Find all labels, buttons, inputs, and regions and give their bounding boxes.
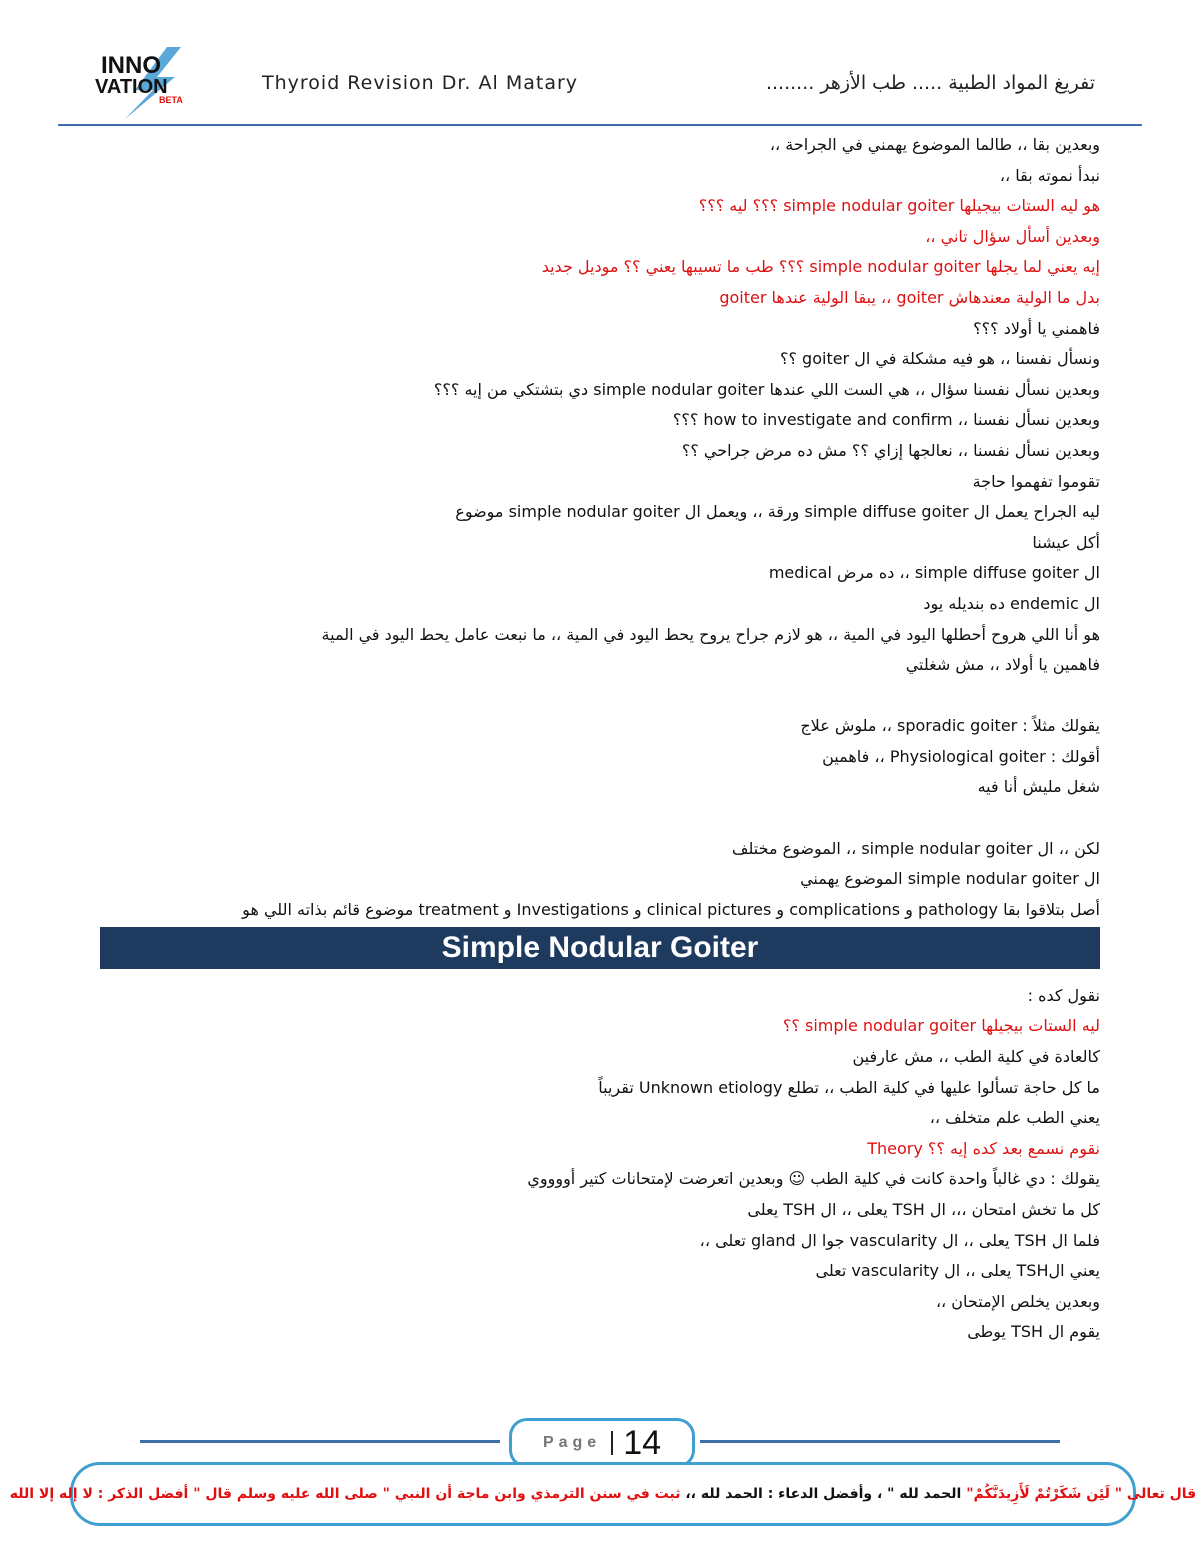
text-line: شغل مليش أنا فيه xyxy=(977,777,1100,797)
text-line: تقوموا تفهموا حاجة xyxy=(972,471,1100,491)
section-banner xyxy=(100,927,1100,969)
text-line xyxy=(100,803,1100,834)
quote-hamd: الحمد لله " ، وأفضل الدعاء : الحمد لله xyxy=(700,1486,962,1502)
text-line: هو أنا اللي هروح أحطلها اليود في المية ،، هو لازم جراح يروح يحط اليود في المية ،، ما نبعت عامل يحط اليود في المية xyxy=(321,624,1100,644)
innovation-logo xyxy=(95,45,205,120)
text-line: كل ما تخش امتحان ،،، ال TSH يعلى ،، ال TSH يعلى xyxy=(747,1200,1100,1219)
text-line: فاهمين يا أولاد ،، مش شغلتي xyxy=(905,655,1100,675)
logo-line2: VATION xyxy=(95,76,168,98)
text-line: يعني الTSH يعلى ،، ال vascularity تعلى xyxy=(815,1261,1100,1281)
text-line: أصل بتلاقوا بقا pathology و complications و clinical pictures و Investigations و treatment موضوع قائم بذاته اللي هو xyxy=(242,899,1100,919)
section-title: Simple Nodular Goiter xyxy=(441,930,759,964)
text-line: فاهمني يا أولاد ؟؟؟ xyxy=(973,318,1100,338)
text-line: وبعدين نسأل نفسنا ،، نعالجها إزاي ؟؟ مش ده مرض جراحي ؟؟ xyxy=(681,440,1100,460)
text-line: يقولك مثلاً : sporadic goiter ،، ملوش علاج xyxy=(800,716,1100,736)
text-line: ليه الستات بيجيلها simple nodular goiter ؟؟ xyxy=(782,1016,1100,1036)
text-line: ونسأل نفسنا ،، هو فيه مشكلة في ال goiter ؟؟ xyxy=(779,349,1100,369)
page-separator xyxy=(611,1431,613,1455)
page-number-tab xyxy=(509,1418,695,1468)
footer-rule-left xyxy=(140,1440,500,1443)
header-divider xyxy=(58,124,1142,126)
text-line: ليه الجراح يعمل ال simple diffuse goiter ورقة ،، ويعمل ال simple nodular goiter موضوع xyxy=(455,502,1100,522)
text-line: وبعدين بقا ،، طالما الموضوع يهمني في الجراحة ،، xyxy=(769,135,1100,154)
text-line: ما كل حاجة تسألوا عليها في كلية الطب ،، تطلع Unknown etiology تقريباً xyxy=(598,1077,1100,1097)
text-line: ال simple nodular goiter الموضوع يهمني xyxy=(800,869,1100,889)
paragraph-block-1 xyxy=(100,130,1100,925)
text-line: أقولك : Physiological goiter ،، فاهمين xyxy=(822,746,1100,766)
logo-lightning-icon xyxy=(95,45,205,120)
document-body xyxy=(100,130,1100,1348)
text-line: نقوم نسمع بعد كده إيه ؟؟ Theory xyxy=(867,1138,1100,1158)
text-line: لكن ،، ال simple nodular goiter ،، الموضوع مختلف xyxy=(731,838,1100,858)
text-line: نبدأ نموته بقا ،، xyxy=(999,165,1100,185)
text-line: يقولك : دي غالباً واحدة كانت في كلية الطب ☺ وبعدين اتعرضت لإمتحانات كتير أووووي xyxy=(527,1169,1100,1189)
text-line: نقول كده : xyxy=(1027,985,1100,1005)
quote-hadith: ثبت في سنن الترمذي وابن ماجة أن النبي " صلى الله عليه وسلم قال " أفضل الذكر : لا إله إلا الله xyxy=(9,1486,681,1502)
text-line: وبعدين أسأل سؤال تاني ،، xyxy=(925,226,1100,246)
logo-badge: BETA xyxy=(159,95,183,105)
text-line: كالعادة في كلية الطب ،، مش عارفين xyxy=(852,1047,1100,1067)
text-line xyxy=(100,681,1100,712)
text-line: بدل ما الولية معندهاش goiter ،، يبقا الولية عندها goiter xyxy=(719,287,1100,307)
page-number: 14 xyxy=(623,1423,662,1462)
footer-quote: قال تعالى " لَئِن شَكَرْتُمْ لَأَزِيدَنَّكُمْ" الحمد لله " ، وأفضل الدعاء : الحمد لله ،، ثبت في سنن الترمذي وابن ماجة أن النبي " صلى الله عليه وسلم قال " أفضل الذكر : لا إله إلا الله xyxy=(70,1462,1136,1526)
text-line: يقوم ال TSH يوطى xyxy=(967,1322,1100,1342)
text-line: وبعدين نسأل نفسنا سؤال ،، هي الست اللي عندها simple nodular goiter دي بتشتكي من إيه ؟؟؟ xyxy=(433,379,1100,399)
text-line: وبعدين يخلص الإمتحان ،، xyxy=(935,1291,1100,1311)
text-line: فلما ال TSH يعلى ،، ال vascularity جوا ال gland تعلى ،، xyxy=(699,1230,1100,1250)
footer-rule-right xyxy=(700,1440,1060,1443)
document-title: Thyroid Revision Dr. Al Matary xyxy=(262,72,579,94)
text-line: إيه يعني لما يجلها simple nodular goiter ؟؟؟ طب ما تسيبها يعني ؟؟ موديل جديد xyxy=(541,257,1100,277)
logo-line1: INNO xyxy=(101,52,161,79)
text-line: ال simple diffuse goiter ،، ده مرض medical xyxy=(768,563,1100,583)
text-line: هو ليه الستات بيجيلها simple nodular goiter ؟؟؟ ليه ؟؟؟ xyxy=(698,196,1100,216)
page-word: Page xyxy=(542,1434,602,1451)
text-line: يعني الطب علم متخلف ،، xyxy=(929,1108,1100,1128)
text-line: أكل عيشنا xyxy=(1032,532,1100,552)
text-line: ال endemic ده بنديله يود xyxy=(923,593,1100,613)
header-arabic-title: تفريغ المواد الطبية ..... طب الأزهر ........ xyxy=(765,72,1095,94)
text-line: وبعدين نسأل نفسنا ،، how to investigate and confirm ؟؟؟ xyxy=(672,410,1100,430)
paragraph-block-2 xyxy=(100,981,1100,1348)
quote-verse: قال تعالى " لَئِن شَكَرْتُمْ لَأَزِيدَنَّكُمْ" xyxy=(966,1486,1197,1502)
